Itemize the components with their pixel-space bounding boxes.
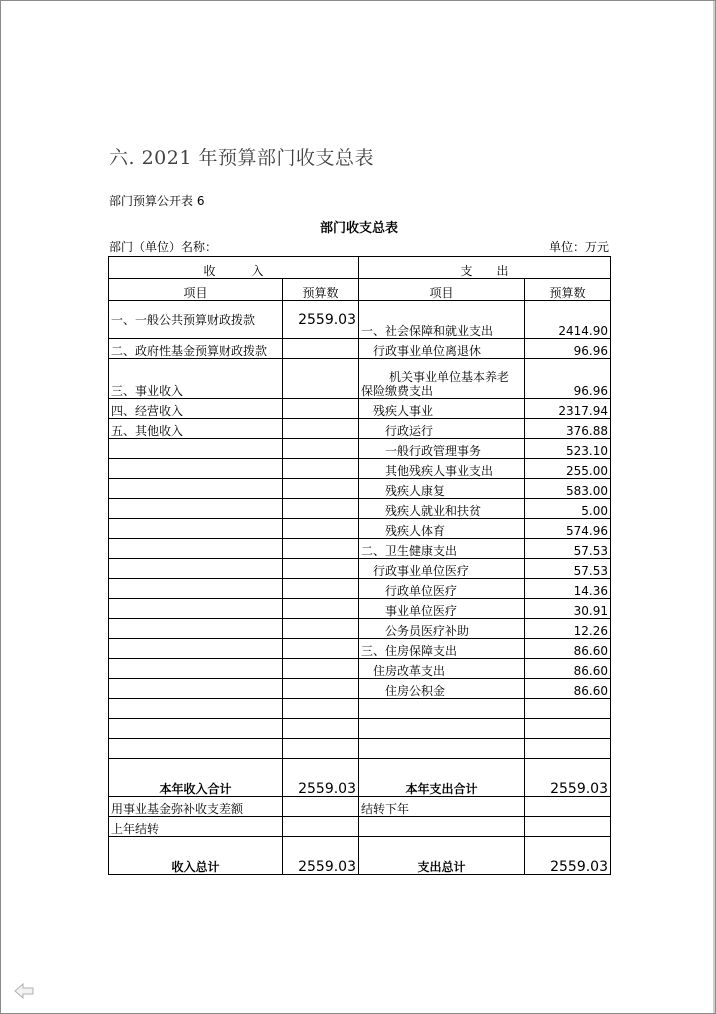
expense-value: 30.91 (525, 599, 611, 619)
income-value (283, 619, 359, 639)
expense-item-line2: 保险缴费支出 (361, 384, 434, 398)
income-item: 二、政府性基金预算财政拨款 (109, 339, 283, 359)
col-header-item: 项目 (359, 279, 525, 301)
income-item: 五、其他收入 (109, 419, 283, 439)
back-arrow-icon[interactable] (14, 983, 34, 1003)
income-value (283, 359, 359, 399)
income-item: 一、一般公共预算财政拨款 (109, 301, 283, 339)
table-row (109, 479, 611, 499)
income-item (109, 499, 283, 519)
income-value (283, 419, 359, 439)
expense-value: 96.96 (525, 359, 611, 399)
table-row (109, 559, 611, 579)
income-value (283, 599, 359, 619)
income-value (283, 499, 359, 519)
income-item (109, 519, 283, 539)
income-item (109, 679, 283, 699)
expense-value: 96.96 (525, 339, 611, 359)
grand-total-row (109, 837, 611, 875)
expense-item: 住房公积金 (359, 679, 525, 699)
expense-value: 12.26 (525, 619, 611, 639)
expense-value: 583.00 (525, 479, 611, 499)
carry-forward-label: 结转下年 (359, 797, 525, 817)
expense-value: 5.00 (525, 499, 611, 519)
table-row (109, 599, 611, 619)
income-value (283, 539, 359, 559)
income-item (109, 659, 283, 679)
expense-value: 255.00 (525, 459, 611, 479)
expense-item: 行政单位医疗 (359, 579, 525, 599)
table-row (109, 439, 611, 459)
table-row (109, 459, 611, 479)
expense-item: 其他残疾人事业支出 (359, 459, 525, 479)
table-row (109, 539, 611, 559)
income-value (283, 339, 359, 359)
budget-summary-table (108, 256, 611, 875)
expense-value: 57.53 (525, 539, 611, 559)
expense-item: 三、住房保障支出 (359, 639, 525, 659)
income-item: 三、事业收入 (109, 359, 283, 399)
table-row (109, 399, 611, 419)
expense-item: 残疾人事业 (359, 399, 525, 419)
table-row (109, 359, 611, 399)
income-item (109, 479, 283, 499)
income-value (283, 519, 359, 539)
expense-item: 行政事业单位医疗 (359, 559, 525, 579)
expense-item: 住房改革支出 (359, 659, 525, 679)
income-grand-total: 2559.03 (283, 837, 359, 875)
expense-item: 残疾人康复 (359, 479, 525, 499)
table-row (109, 659, 611, 679)
expense-header: 支 出 (359, 257, 611, 279)
unit-label: 单位：万元 (548, 240, 609, 254)
income-item (109, 599, 283, 619)
year-income-total-label: 本年收入合计 (109, 759, 283, 797)
income-item (109, 559, 283, 579)
expense-item: 二、卫生健康支出 (359, 539, 525, 559)
expense-value: 2414.90 (525, 301, 611, 339)
table-row (109, 619, 611, 639)
department-label: 部门（单位）名称： (109, 240, 218, 254)
expense-item: 残疾人体育 (359, 519, 525, 539)
income-item (109, 619, 283, 639)
expense-item: 行政运行 (359, 419, 525, 439)
table-row (109, 679, 611, 699)
table-row (109, 817, 611, 837)
income-value (283, 559, 359, 579)
table-caption: 部门收支总表 (319, 221, 398, 236)
last-year-label: 上年结转 (109, 817, 283, 837)
income-item (109, 459, 283, 479)
expense-value: 2317.94 (525, 399, 611, 419)
table-row (109, 519, 611, 539)
expense-value: 86.60 (525, 659, 611, 679)
income-item: 四、经营收入 (109, 399, 283, 419)
expense-item: 一、社会保障和就业支出 (359, 301, 525, 339)
fund-supplement-label: 用事业基金弥补收支差额 (109, 797, 283, 817)
expense-grand-label: 支出总计 (359, 837, 525, 875)
expense-item-line1: 机关事业单位基本养老 (389, 370, 510, 384)
table-row (109, 499, 611, 519)
expense-item: 一般行政管理事务 (359, 439, 525, 459)
expense-value: 86.60 (525, 679, 611, 699)
expense-value: 57.53 (525, 559, 611, 579)
income-value (283, 679, 359, 699)
expense-value: 14.36 (525, 579, 611, 599)
table-row (109, 797, 611, 817)
income-item (109, 639, 283, 659)
income-value (283, 439, 359, 459)
income-grand-label: 收入总计 (109, 837, 283, 875)
income-header: 收 入 (109, 257, 359, 279)
year-total-row (109, 759, 611, 797)
expense-item: 事业单位医疗 (359, 599, 525, 619)
table-row-empty (109, 739, 611, 759)
expense-item: 行政事业单位离退休 (359, 339, 525, 359)
expense-item: 公务员医疗补助 (359, 619, 525, 639)
expense-item (359, 359, 525, 399)
table-row (109, 301, 611, 339)
income-value (283, 459, 359, 479)
year-expense-total-label: 本年支出合计 (359, 759, 525, 797)
income-value (283, 399, 359, 419)
income-value: 2559.03 (283, 301, 359, 339)
expense-value: 574.96 (525, 519, 611, 539)
income-item (109, 439, 283, 459)
income-value (283, 639, 359, 659)
year-income-total: 2559.03 (283, 759, 359, 797)
expense-grand-total: 2559.03 (525, 837, 611, 875)
income-value (283, 659, 359, 679)
table-row-empty (109, 699, 611, 719)
year-expense-total: 2559.03 (525, 759, 611, 797)
income-item (109, 539, 283, 559)
expense-value: 86.60 (525, 639, 611, 659)
table-row (109, 579, 611, 599)
income-value (283, 579, 359, 599)
table-row-empty (109, 719, 611, 739)
table-row (109, 639, 611, 659)
table-row (109, 339, 611, 359)
income-value (283, 479, 359, 499)
income-item (109, 579, 283, 599)
table-number: 部门预算公开表 6 (109, 194, 205, 208)
expense-value: 376.88 (525, 419, 611, 439)
col-header-item: 项目 (109, 279, 283, 301)
expense-item: 残疾人就业和扶贫 (359, 499, 525, 519)
expense-value: 523.10 (525, 439, 611, 459)
page-title: 六. 2021 年预算部门收支总表 (109, 147, 374, 169)
table-row (109, 419, 611, 439)
col-header-budget: 预算数 (525, 279, 611, 301)
col-header-budget: 预算数 (283, 279, 359, 301)
